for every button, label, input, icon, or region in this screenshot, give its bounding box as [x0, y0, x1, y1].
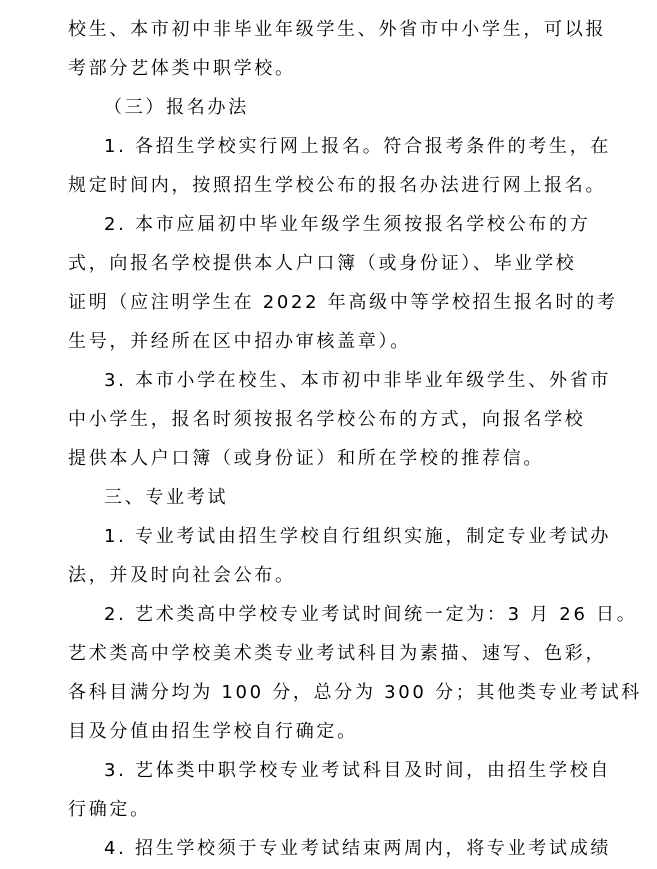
paragraph-item-1 — [68, 127, 612, 205]
heading-text: 三、专业考试 — [104, 487, 229, 508]
text-line: 考部分艺体类中职学校。 — [68, 58, 296, 79]
paragraph-item-2 — [68, 205, 618, 361]
text-line: 3. 本市小学在校生、本市初中非毕业年级学生、外省市 — [104, 370, 612, 391]
text-line: 证明（应注明学生在 2022 年高级中等学校招生报名时的考 — [68, 292, 618, 313]
text-line: 法，并及时向社会公布。 — [68, 565, 296, 586]
paragraph-item-3 — [68, 361, 612, 478]
text-line: 4. 招生学校须于专业考试结束两周内，将专业考试成绩 — [104, 838, 612, 859]
document-page — [68, 10, 642, 868]
paragraph-exam-4 — [68, 829, 612, 868]
text-line: 3. 艺体类中职学校专业考试科目及时间，由招生学校自 — [104, 760, 612, 781]
text-line: 2. 本市应届初中毕业年级学生须按报名学校公布的方 — [104, 214, 591, 235]
subheading-text: （三）报名办法 — [104, 97, 249, 118]
paragraph-exam-3 — [68, 751, 612, 829]
text-line: 艺术类高中学校美术类专业考试科目为素描、速写、色彩， — [68, 643, 607, 664]
text-line: 中小学生，报名时须按报名学校公布的方式，向报名学校 — [68, 409, 586, 430]
text-line: 式，向报名学校提供本人户口簿（或身份证）、毕业学校 — [68, 253, 577, 274]
text-line: 1. 专业考试由招生学校自行组织实施，制定专业考试办 — [104, 526, 612, 547]
text-line: 规定时间内，按照招生学校公布的报名办法进行网上报名。 — [68, 175, 607, 196]
text-line: 目及分值由招生学校自行确定。 — [68, 721, 358, 742]
section-subheading — [68, 88, 596, 127]
text-line: 生号，并经所在区中招办审核盖章）。 — [68, 331, 411, 352]
paragraph-exam-1 — [68, 517, 612, 595]
text-line: 提供本人户口簿（或身份证）和所在学校的推荐信。 — [68, 448, 545, 469]
text-line: 2. 艺术类高中学校专业考试时间统一定为：3 月 26 日。 — [104, 604, 638, 625]
text-line: 校生、本市初中非毕业年级学生、外省市中小学生，可以报 — [68, 19, 607, 40]
text-line: 各科目满分均为 100 分，总分为 300 分；其他类专业考试科 — [68, 682, 642, 703]
section-heading — [68, 478, 596, 517]
paragraph-continuation — [68, 10, 607, 88]
text-line: 行确定。 — [68, 799, 151, 820]
text-line: 1. 各招生学校实行网上报名。符合报考条件的考生，在 — [104, 136, 612, 157]
paragraph-exam-2 — [68, 595, 642, 751]
